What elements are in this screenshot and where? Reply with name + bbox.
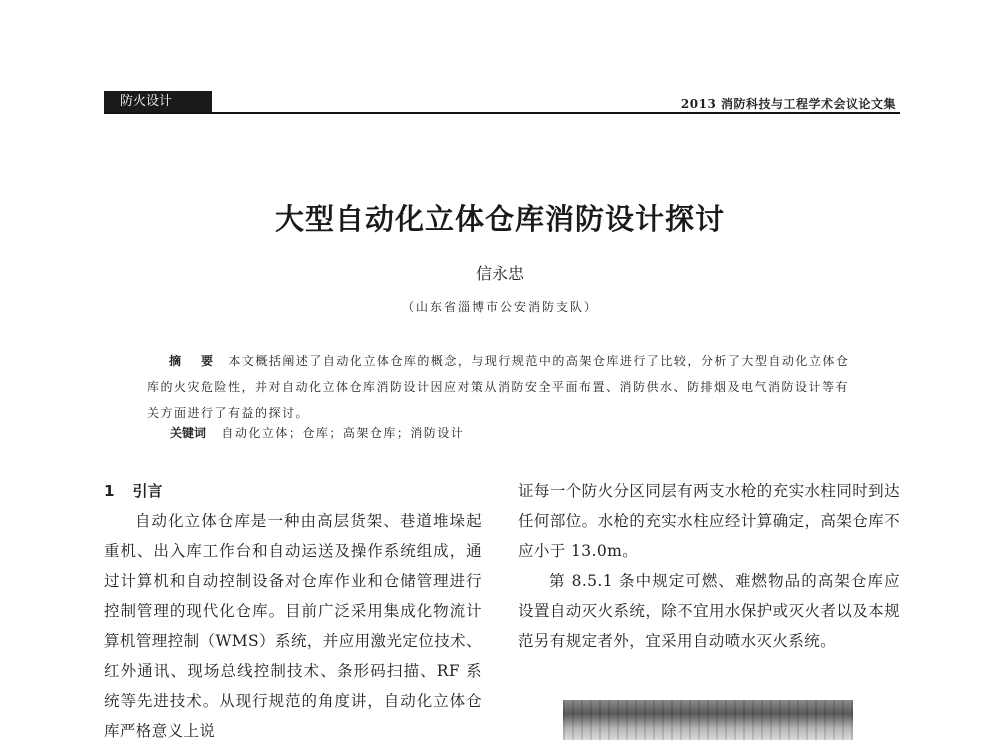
keywords-label: 关键词 bbox=[170, 426, 207, 440]
section-title: 引言 bbox=[132, 482, 163, 500]
body-paragraph: 自动化立体仓库是一种由高层货架、巷道堆垛起重机、出入库工作台和自动运送及操作系统组成，通过计算机和自动控制设备对仓库作业和仓储管理进行控制管理的现代化仓库。目前广泛采用集成化物流计算机管理控制（WMS）系统，并应用激光定位技术、红外通讯、现场总线控制技术、条形码扫描、RF 系统等先进技术。从现行规范的角度讲，自动化立体仓库严格意义上说 bbox=[104, 512, 482, 740]
abstract-label: 摘 要 bbox=[169, 354, 218, 368]
left-column bbox=[104, 476, 482, 746]
abstract bbox=[147, 348, 859, 426]
header-divider bbox=[104, 112, 900, 114]
article-title: 大型自动化立体仓库消防设计探讨 bbox=[274, 202, 725, 236]
right-column bbox=[518, 476, 900, 656]
keywords bbox=[170, 424, 464, 441]
body-paragraph: 第 8.5.1 条中规定可燃、难燃物品的高架仓库应设置自动灭火系统，除不宜用水保护或灭火者以及本规范另有规定者外，宜采用自动喷水灭火系统。 bbox=[518, 572, 900, 650]
journal-title: 2013 消防科技与工程学术会议论文集 bbox=[680, 97, 896, 111]
section-heading bbox=[104, 476, 482, 506]
section-number: 1 bbox=[104, 482, 115, 500]
keywords-text: 自动化立体；仓库；高架仓库；消防设计 bbox=[221, 426, 465, 440]
warehouse-photo-texture bbox=[563, 700, 853, 740]
author-affiliation: （山东省淄博市公安消防支队） bbox=[401, 300, 598, 314]
author-name: 信永忠 bbox=[475, 264, 524, 283]
abstract-text: 本文概括阐述了自动化立体仓库的概念，与现行规范中的高架仓库进行了比较，分析了大型自动化立体仓库的火灾危险性，并对自动化立体仓库消防设计因应对策从消防安全平面布置、消防供水、防排烟及电气消防设计等有关方面进行了有益的探讨。 bbox=[147, 354, 850, 420]
section-tag: 防火设计 bbox=[104, 91, 212, 113]
body-paragraph: 证每一个防火分区同层有两支水枪的充实水柱同时到达任何部位。水枪的充实水柱应经计算确定，高架仓库不应小于 13.0m。 bbox=[518, 482, 900, 560]
